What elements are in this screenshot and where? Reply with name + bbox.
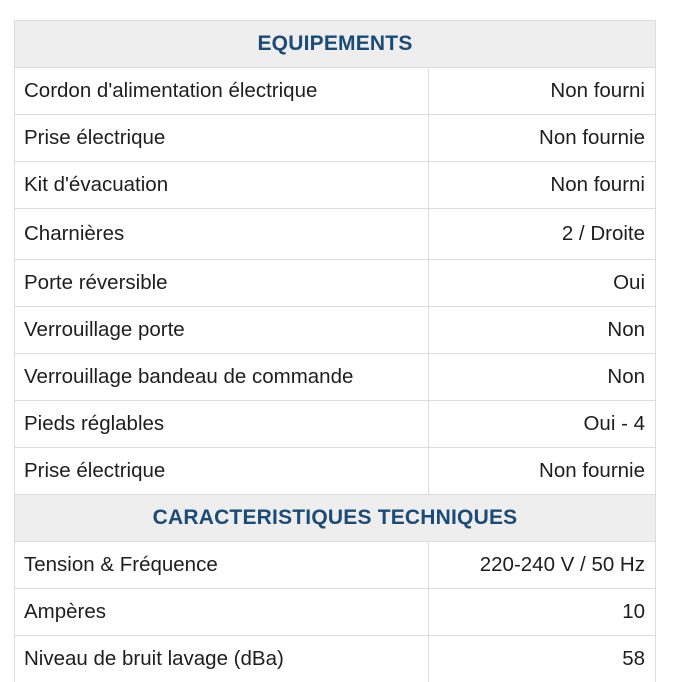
spec-label: Verrouillage porte xyxy=(15,307,429,353)
spec-label: Niveau de bruit lavage (dBa) xyxy=(15,636,429,682)
spec-row-pieds-reglables xyxy=(15,401,655,448)
spec-label: Prise électrique xyxy=(15,448,429,494)
spec-row-charnieres xyxy=(15,209,655,260)
spec-label: Charnières xyxy=(15,209,429,259)
spec-table xyxy=(14,20,656,682)
spec-value: Oui - 4 xyxy=(583,412,645,435)
spec-value: Non xyxy=(607,318,645,341)
spec-row-verrouillage-bandeau xyxy=(15,354,655,401)
section-title-equipements: EQUIPEMENTS xyxy=(15,21,655,68)
spec-row-bruit-lavage xyxy=(15,636,655,682)
spec-row-porte-reversible xyxy=(15,260,655,307)
spec-label: Porte réversible xyxy=(15,260,429,306)
spec-value: Non fournie xyxy=(539,126,645,149)
spec-value: 2 / Droite xyxy=(561,222,645,245)
section-title-caracteristiques: CARACTERISTIQUES TECHNIQUES xyxy=(15,495,655,542)
spec-value: 10 xyxy=(622,600,645,623)
spec-value: 58 xyxy=(622,647,645,670)
spec-label: Verrouillage bandeau de commande xyxy=(15,354,429,400)
spec-value: Oui xyxy=(613,271,645,294)
spec-row-tension xyxy=(15,542,655,589)
spec-value: Non fournie xyxy=(539,459,645,482)
spec-value: Non fourni xyxy=(550,79,645,102)
spec-label: Pieds réglables xyxy=(15,401,429,447)
spec-row-prise xyxy=(15,115,655,162)
spec-label: Prise électrique xyxy=(15,115,429,161)
spec-value: 220-240 V / 50 Hz xyxy=(479,553,645,576)
spec-row-amperes xyxy=(15,589,655,636)
spec-value: Non xyxy=(607,365,645,388)
spec-row-prise-2 xyxy=(15,448,655,495)
spec-label: Tension & Fréquence xyxy=(15,542,429,588)
spec-label: Ampères xyxy=(15,589,429,635)
spec-row-kit-evacuation xyxy=(15,162,655,209)
spec-label: Kit d'évacuation xyxy=(15,162,429,208)
spec-value: Non fourni xyxy=(550,173,645,196)
spec-label: Cordon d'alimentation électrique xyxy=(15,68,429,114)
spec-row-verrouillage-porte xyxy=(15,307,655,354)
spec-row-cordon xyxy=(15,68,655,115)
